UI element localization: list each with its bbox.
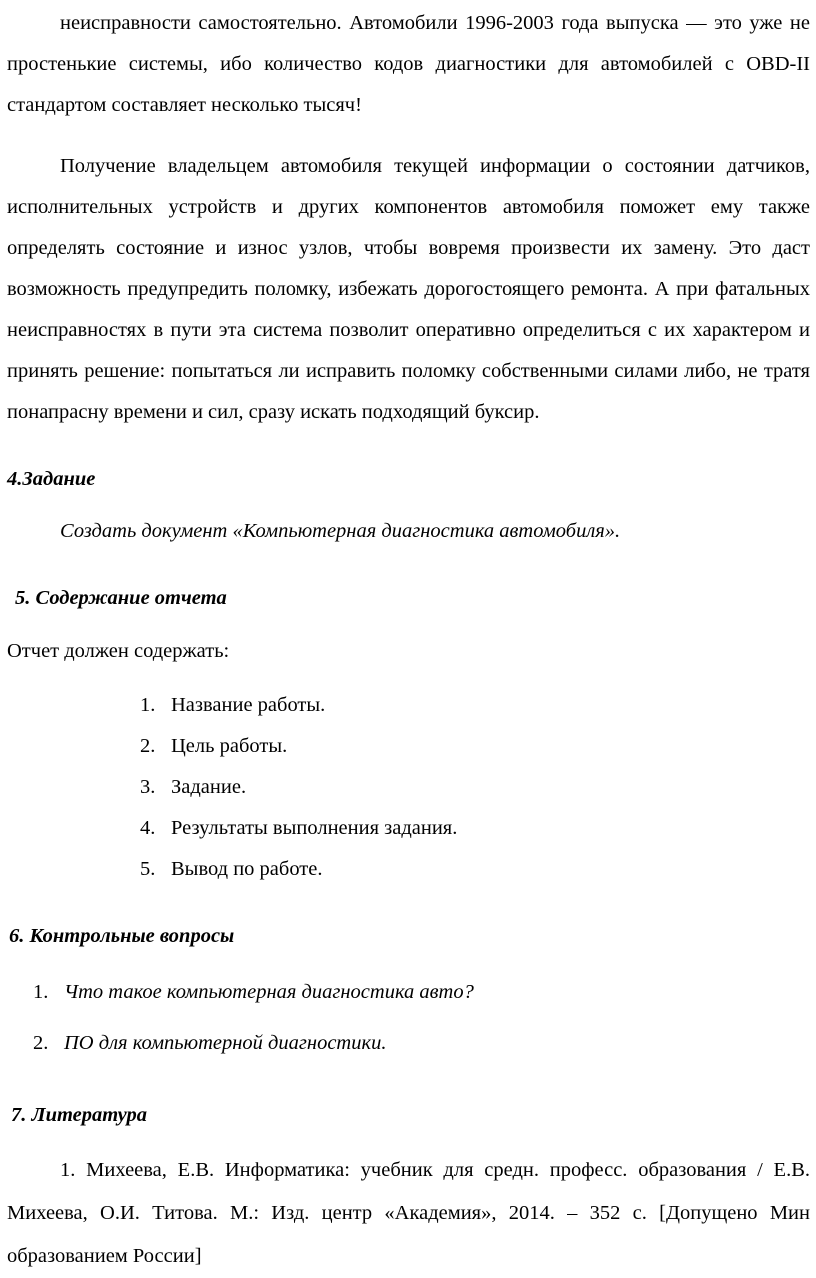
heading-task: 4.Задание bbox=[7, 468, 96, 490]
list-item bbox=[7, 808, 810, 849]
task-text: Создать документ «Компьютерная диагностика автомобиля». bbox=[60, 520, 621, 542]
heading-literature: 7. Литература bbox=[11, 1104, 148, 1126]
question-text: ПО для компьютерной диагностики. bbox=[64, 1032, 387, 1054]
question-item bbox=[7, 1018, 810, 1069]
question-number: 1. bbox=[33, 981, 49, 1003]
list-item-number: 3. bbox=[140, 776, 156, 798]
list-item-text: Задание. bbox=[171, 776, 247, 798]
question-number: 2. bbox=[33, 1032, 49, 1054]
list-item-text: Результаты выполнения задания. bbox=[171, 817, 458, 839]
question-text: Что такое компьютерная диагностика авто? bbox=[64, 981, 474, 1003]
list-item-number: 5. bbox=[140, 858, 156, 880]
list-item-text: Цель работы. bbox=[171, 735, 288, 757]
list-item-number: 4. bbox=[140, 817, 156, 839]
paragraph-obd-standard: неисправности самостоятельно. Автомобили 1996-2003 года выпуска — это уже не простенькие системы, ибо количество кодов диагностики для автомобилей с OBD-II стандартом составляет несколько тысяч! bbox=[7, 12, 810, 116]
list-item-number: 2. bbox=[140, 735, 156, 757]
paragraph-owner-diagnostics: Получение владельцем автомобиля текущей информации о состоянии датчиков, исполнительных устройств и других компонентов автомобиля поможет ему также определять состояние и износ узлов, чтобы вовремя произвести их замену. Это даст возможность предупредить поломку, избежать дорогостоящего ремонта. А при фатальных неисправностях в пути эта система позволит оперативно определиться с их характером и принять решение: попытаться ли исправить поломку собственными силами либо, не тратя понапрасну времени и сил, сразу искать подходящий буксир. bbox=[7, 155, 810, 423]
question-list bbox=[7, 967, 810, 1069]
list-item-text: Название работы. bbox=[171, 694, 326, 716]
list-item bbox=[7, 849, 810, 890]
list-item bbox=[7, 726, 810, 767]
heading-control-questions: 6. Контрольные вопросы bbox=[9, 925, 235, 947]
list-item-number: 1. bbox=[140, 694, 156, 716]
report-list bbox=[7, 685, 810, 890]
question-item bbox=[7, 967, 810, 1018]
literature-reference: 1. Михеева, Е.В. Информатика: учебник для средн. професс. образования / Е.В. Михеева, О.И. Титова. М.: Изд. центр «Академия», 2014. – 352 с. [Допущено Мин образованием России] bbox=[7, 1159, 810, 1267]
list-item bbox=[7, 685, 810, 726]
report-intro: Отчет должен содержать: bbox=[7, 640, 230, 662]
heading-report-contents: 5. Содержание отчета bbox=[15, 587, 227, 609]
list-item bbox=[7, 767, 810, 808]
list-item-text: Вывод по работе. bbox=[171, 858, 323, 880]
